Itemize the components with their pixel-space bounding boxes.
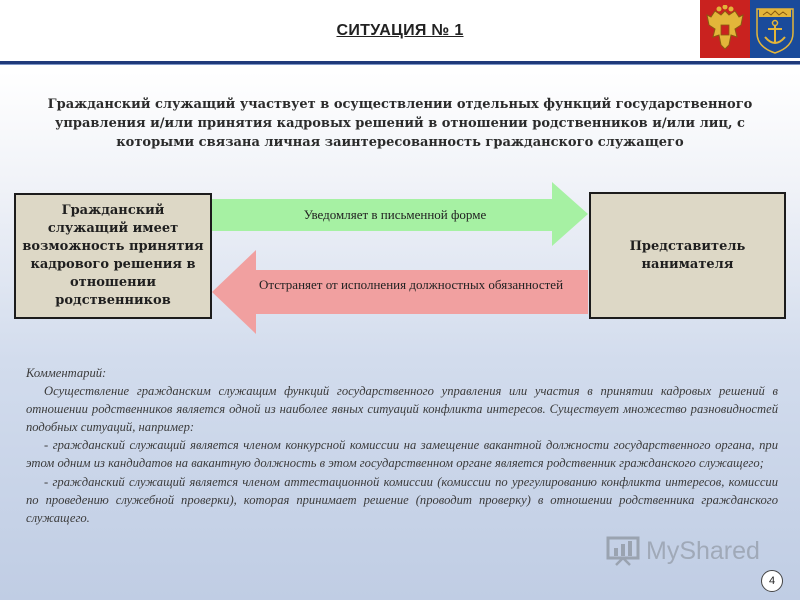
russia-coat-of-arms	[700, 0, 750, 58]
watermark-text: MyShared	[646, 536, 760, 565]
comment-label: Комментарий:	[26, 366, 107, 380]
page-number: 4	[761, 570, 783, 592]
suspend-label: Отстраняет от исполнения должностных обязанностей	[258, 277, 564, 292]
employer-representative-box-text: Представитель нанимателя	[629, 238, 746, 272]
situation-description: Гражданский служащий участвует в осуществлении отдельных функций государственного управления и/или принятия кадровых решений в отношении родственников и/или лиц, с которыми связана личная заинтересованность гражданского служащего	[47, 97, 753, 150]
civil-servant-box	[14, 193, 212, 319]
header-divider-thin	[0, 64, 800, 65]
comment-paragraph: Осуществление гражданским служащим функций государственного управления или участия в принятии кадровых решений в отношении родственников является одной из наиболее явных ситуаций конфликта интересов. Существует множество разновидностей подобных ситуаций, например:	[26, 384, 778, 435]
watermark	[606, 536, 760, 566]
comment-paragraph: - гражданский служащий является членом конкурсной комиссии на замещение вакантной должности государственного органа, при этом одним из кандидатов на вакантную должность в этом государственном органе является родственник гражданского служащего;	[26, 438, 778, 471]
header	[0, 0, 800, 62]
emblems	[700, 0, 800, 58]
employer-representative-box	[589, 192, 786, 319]
presentation-board-icon	[606, 536, 640, 566]
page-title-wrap	[0, 20, 800, 40]
civil-servant-box-text: Гражданский служащий имеет возможность принятия кадрового решения в отношении родственников	[22, 203, 204, 308]
murmansk-coat-of-arms	[750, 0, 800, 58]
comment-paragraph: - гражданский служащий является членом аттестационной комиссии (комиссии по урегулированию конфликта интересов, комиссии по проведению служебной проверки), которая принимает решение (проводит проверку) в отношении родственника гражданского служащего.	[26, 474, 778, 525]
double-headed-eagle-icon	[703, 5, 747, 53]
comment-block	[26, 364, 778, 527]
page-title: СИТУАЦИЯ № 1	[336, 22, 464, 39]
notify-label: Уведомляет в письменной форме	[303, 207, 487, 222]
anchor-shield-icon	[753, 3, 797, 55]
